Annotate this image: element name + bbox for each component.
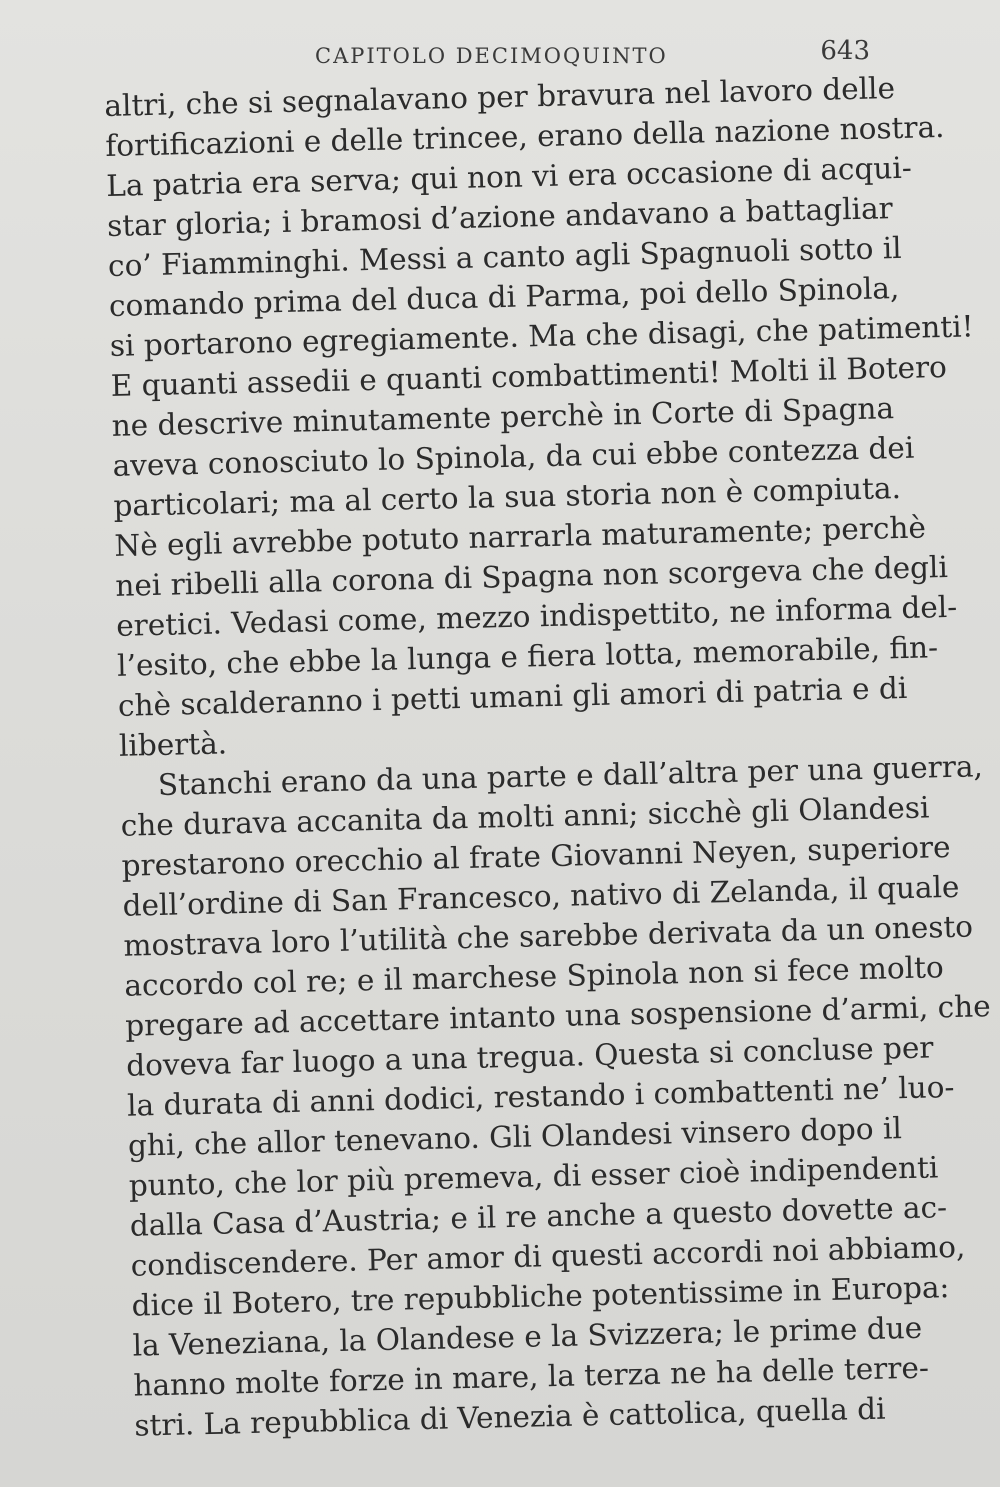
text-line: aveva conosciuto lo Spinola, da cui ebbe contezza dei xyxy=(112,430,915,483)
text-line: stri. La repubblica di Venezia è cattolica, quella di xyxy=(134,1391,886,1443)
paragraph-start-line: Stanchi erano da una parte e dall’altra per una guerra, xyxy=(157,749,984,802)
text-line: dalla Casa d’Austria; e il re anche a questo dovette ac- xyxy=(129,1190,948,1243)
text-line: dice il Botero, tre repubbliche potentissime in Europa: xyxy=(131,1270,950,1323)
text-line: co’ Fiamminghi. Messi a canto agli Spagnuoli sotto il xyxy=(107,230,902,283)
text-line: l’esito, che ebbe la lunga e fiera lotta, memorabile, fin- xyxy=(116,630,939,683)
running-title: CAPITOLO DECIMOQUINTO xyxy=(315,44,668,68)
text-line: punto, che lor più premeva, di esser cioè indipendenti xyxy=(128,1150,939,1203)
text-line: hanno molte forze in mare, la terza ne ha delle terre- xyxy=(133,1350,930,1403)
text-line: nei ribelli alla corona di Spagna non scorgeva che degli xyxy=(114,549,949,603)
text-line: libertà. xyxy=(118,726,228,763)
text-line: comando prima del duca di Parma, poi dello Spinola, xyxy=(108,271,900,323)
text-line: particolari; ma al certo la sua storia non è compiuta. xyxy=(113,471,902,523)
text-line: ghi, che allor tenevano. Gli Olandesi vinsero dopo il xyxy=(127,1111,903,1163)
text-line: dell’ordine di San Francesco, nativo di Zelanda, il quale xyxy=(122,869,960,923)
text-line: La patria era serva; qui non vi era occasione di acqui- xyxy=(105,150,913,203)
text-line: che durava accanita da molti anni; sicchè gli Olandesi xyxy=(120,790,930,843)
page-number: 643 xyxy=(820,36,870,66)
text-line: accordo col re; e il marchese Spinola non si fece molto xyxy=(124,950,945,1003)
text-line: eretici. Vedasi come, mezzo indispettito, ne informa del- xyxy=(115,589,958,643)
text-line: Nè egli avrebbe potuto narrarla maturamente; perchè xyxy=(114,510,927,563)
text-line: E quanti assedii e quanti combattimenti! Molti il Botero xyxy=(110,349,948,403)
text-line: fortificazioni e delle trincee, erano della nazione nostra. xyxy=(104,109,945,163)
text-line: doveva far luogo a una tregua. Questa si concluse per xyxy=(125,1030,934,1083)
text-line: star gloria; i bramosi d’azione andavano a battagliar xyxy=(106,191,894,243)
text-line: si portarono egregiamente. Ma che disagi, che patimenti! xyxy=(109,309,974,363)
text-line: la durata di anni dodici, restando i combattenti ne’ luo- xyxy=(126,1069,955,1123)
text-line: la Veneziana, la Olandese e la Svizzera; le prime due xyxy=(132,1310,923,1363)
text-line: mostrava loro l’utilità che sarebbe derivata da un onesto xyxy=(123,909,974,963)
text-line: chè scalderanno i petti umani gli amori di patria e di xyxy=(117,670,908,723)
text-line: ne descrive minutamente perchè in Corte di Spagna xyxy=(111,391,895,443)
text-line: condiscendere. Per amor di questi accordi noi abbiamo, xyxy=(130,1229,966,1283)
text-line: pregare ad accettare intanto una sospensione d’armi, che xyxy=(124,989,991,1043)
body-text xyxy=(104,68,991,1446)
text-line: prestarono orecchio al frate Giovanni Neyen, superiore xyxy=(121,829,951,883)
text-line: altri, che si segnalavano per bravura nel lavoro delle xyxy=(104,71,896,123)
